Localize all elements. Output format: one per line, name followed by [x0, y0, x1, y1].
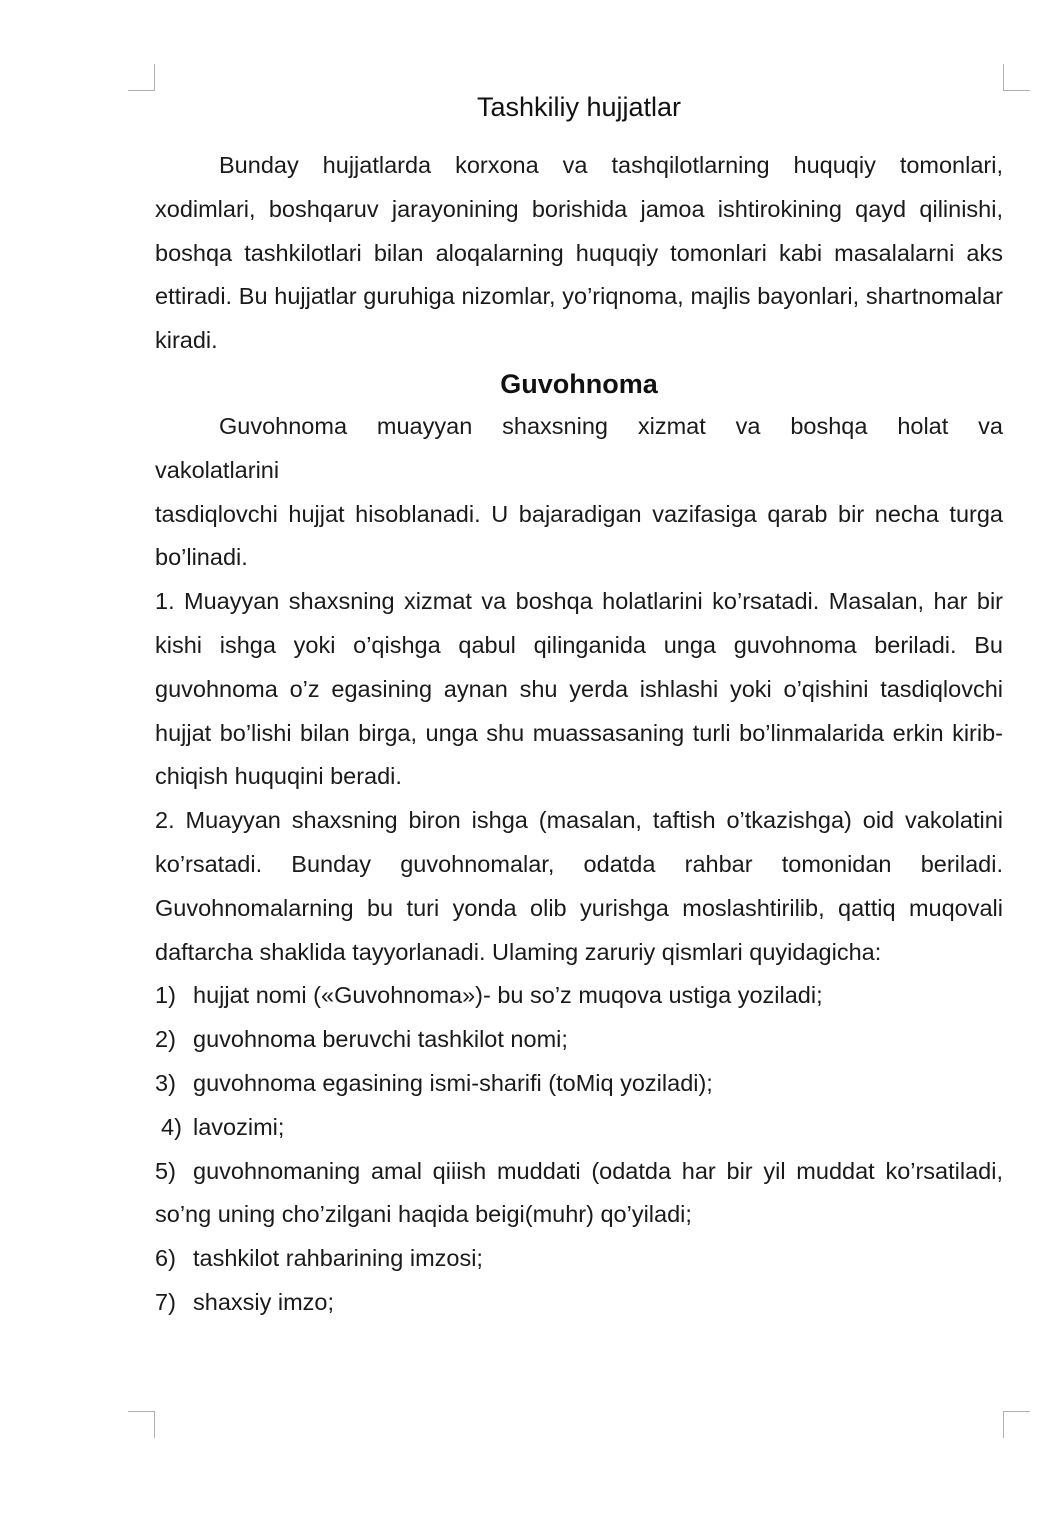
section-paragraph-line2: vakolatlarini: [155, 456, 280, 483]
list-item-text: hujjat nomi («Guvohnoma»)- bu so’z muqova ustiga yoziladi;: [193, 982, 823, 1009]
list-item-number: 3): [155, 1069, 176, 1096]
document-title: Tashkiliy hujjatlar: [476, 92, 682, 122]
section-title: Guvohnoma: [500, 368, 658, 399]
list-item-number: 6): [155, 1245, 176, 1272]
list-item-number: 7): [155, 1288, 176, 1315]
list-item-number: 2): [155, 1026, 176, 1053]
list-item-number: 1): [155, 982, 176, 1009]
page-corner-mark-bottom-right: [1003, 1411, 1030, 1438]
list-item-text: guvohnoma egasining ismi-sharifi (toMiq yoziladi);: [193, 1069, 713, 1096]
list-item: [155, 1150, 1003, 1238]
point-1-paragraph: 1. Muayyan shaxsning xizmat va boshqa holatlarini ko’rsatadi. Masalan, har bir kishi ishga yoki o’qishga qabul qilinganida unga guvohnoma beriladi. Bu guvohnoma o’z egasining aynan shu yerda ishlashi yoki o’qishini tasdiqlovchi hujjat bo’lishi bilan birga, unga shu muassasaning turli bo’linmalarida erkin kirib-chiqish huquqini beradi.: [155, 588, 1003, 790]
list-item-text: guvohnoma beruvchi tashkilot nomi;: [193, 1026, 568, 1053]
list-item: [155, 1237, 1003, 1281]
list-item-text: tashkilot rahbarining imzosi;: [193, 1245, 483, 1272]
list-item-body: guvohnomaning amal qiiish muddati (odatda har bir yil muddat ko’rsatiladi, so’ng uning cho’zilgani haqida beigi(muhr) qo’yiladi;: [155, 1157, 1003, 1228]
list-item-number: 5): [155, 1157, 176, 1184]
page-corner-mark-bottom-left: [128, 1411, 155, 1438]
list-item-text: lavozimi;: [193, 1113, 285, 1140]
list-item: [155, 1018, 1003, 1062]
section-paragraph-2: tasdiqlovchi hujjat hisoblanadi. U bajaradigan vazifasiga qarab bir necha turga bo’linadi.: [155, 500, 1003, 571]
list-item: [155, 1281, 1003, 1325]
document-body: [155, 86, 1003, 1325]
requisites-list: [155, 974, 1003, 1324]
page-corner-mark-top-left: [128, 64, 155, 91]
section-paragraph-line1: Guvohnoma muayyan shaxsning xizmat va boshqa holat va: [219, 412, 1003, 439]
list-item: [155, 974, 1003, 1018]
list-item: [155, 1106, 1003, 1150]
point-2-paragraph: 2. Muayyan shaxsning biron ishga (masalan, taftish o’tkazishga) oid vakolatini ko’rsatadi. Bunday guvohnomalar, odatda rahbar tomonidan beriladi. Guvohnomalarning bu turi yonda olib yurishga moslashtirilib, qattiq muqovali daftarcha shaklida tayyorlanadi. Ulaming zaruriy qismlari quyidagicha:: [155, 807, 1003, 965]
list-item-text: [155, 1150, 1003, 1238]
list-item-number: 4): [161, 1113, 182, 1140]
intro-paragraph: Bunday hujjatlarda korxona va tashqilotlarning huquqiy tomonlari, xodimlari, boshqaruv jarayonining borishida jamoa ishtirokining qayd qilinishi, boshqa tashkilotlari bilan aloqalarning huquqiy tomonlari kabi masalalarni aks ettiradi. Bu hujjatlar guruhiga nizomlar, yo’riqnoma, majlis bayonlari, shartnomalar kiradi.: [155, 152, 1003, 354]
list-item-text: shaxsiy imzo;: [193, 1288, 335, 1315]
page-corner-mark-top-right: [1003, 64, 1030, 91]
list-item: [155, 1062, 1003, 1106]
